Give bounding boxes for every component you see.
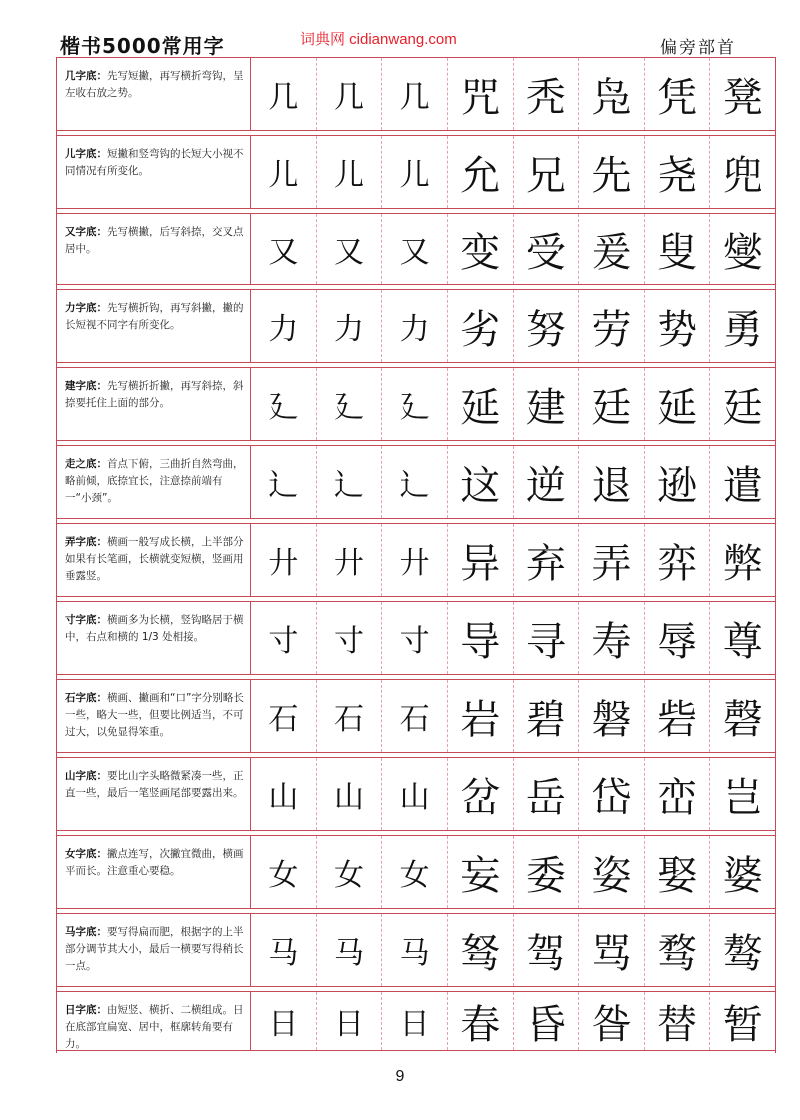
example-character: 娶 xyxy=(645,836,711,908)
radical-name: 日字底： xyxy=(65,1004,107,1016)
radical-sample: 日 xyxy=(251,992,317,1050)
example-character: 逆 xyxy=(514,446,580,518)
example-character: 延 xyxy=(448,368,514,440)
radical-sample: 日 xyxy=(317,992,383,1050)
example-character: 燮 xyxy=(722,229,763,276)
example-character: 建 xyxy=(514,368,580,440)
radical-description xyxy=(57,214,251,284)
example-character: 砦 xyxy=(645,680,711,752)
radical-sample: 廴 xyxy=(251,368,317,440)
radical-sample: 山 xyxy=(317,758,383,830)
example-character: 劳 xyxy=(579,290,645,362)
radical-sample: 辶 xyxy=(317,446,383,518)
example-character: 辱 xyxy=(645,602,711,674)
radical-sample: 寸 xyxy=(251,602,317,674)
example-character: 退 xyxy=(579,446,645,518)
radical-row xyxy=(57,213,775,285)
radical-sample: 力 xyxy=(251,290,317,362)
radical-row xyxy=(57,757,775,831)
radical-sample: 又 xyxy=(251,214,317,284)
radical-explanation: 由短竖、横折、二横组成。日在底部宜扁宽、居中，框廓转角要有力。 xyxy=(65,1004,244,1050)
radical-sample: 又 xyxy=(382,214,448,284)
radical-sample: 辶 xyxy=(382,446,448,518)
radical-sample: 廴 xyxy=(382,368,448,440)
example-character: 变 xyxy=(448,214,514,284)
radical-name: 建字底： xyxy=(65,380,107,392)
radical-row xyxy=(57,57,775,131)
example-character: 碧 xyxy=(514,680,580,752)
example-character: 弄 xyxy=(579,524,645,596)
example-character: 弈 xyxy=(645,524,711,596)
example-character: 委 xyxy=(514,836,580,908)
radical-description xyxy=(57,602,251,674)
radical-description xyxy=(57,446,251,518)
example-character: 骜 xyxy=(722,930,763,977)
character-grid xyxy=(251,992,775,1050)
radical-row xyxy=(57,523,775,597)
example-character: 春 xyxy=(448,992,514,1050)
radical-sample: 马 xyxy=(251,914,317,986)
character-grid xyxy=(251,136,775,208)
radical-explanation: 先写短撇，再写横折弯钩，呈左收右放之势。 xyxy=(65,70,244,99)
example-character: 岱 xyxy=(579,758,645,830)
page-header xyxy=(0,0,800,56)
example-character: 咒 xyxy=(448,58,514,130)
example-character: 爰 xyxy=(579,214,645,284)
example-character: 遣 xyxy=(722,462,763,509)
example-character: 凳 xyxy=(722,74,763,121)
radical-sample: 马 xyxy=(382,914,448,986)
radical-sample: 辶 xyxy=(251,446,317,518)
radical-explanation: 先写横撇，后写斜捺，交叉点居中。 xyxy=(65,226,244,255)
radical-sample: 廾 xyxy=(382,524,448,596)
example-character: 岔 xyxy=(448,758,514,830)
example-character: 磐 xyxy=(579,680,645,752)
radical-description xyxy=(57,836,251,908)
radical-row xyxy=(57,445,775,519)
radical-sample: 寸 xyxy=(317,602,383,674)
example-character: 凭 xyxy=(645,58,711,130)
radical-description xyxy=(57,680,251,752)
example-character: 凫 xyxy=(579,58,645,130)
character-grid xyxy=(251,368,775,440)
radical-row xyxy=(57,601,775,675)
radical-description xyxy=(57,758,251,830)
example-character: 允 xyxy=(448,136,514,208)
radical-description xyxy=(57,914,251,986)
radical-name: 寸字底： xyxy=(65,614,107,626)
example-character: 兜 xyxy=(722,152,763,199)
character-grid xyxy=(251,758,775,830)
example-character: 叟 xyxy=(645,214,711,284)
character-grid xyxy=(251,290,775,362)
example-character: 受 xyxy=(514,214,580,284)
book-title: 楷书5000常用字 xyxy=(60,34,225,58)
radical-sample: 山 xyxy=(251,758,317,830)
radical-sample: 寸 xyxy=(382,602,448,674)
example-character: 势 xyxy=(645,290,711,362)
example-character: 延 xyxy=(645,368,711,440)
radical-description xyxy=(57,992,251,1050)
radical-sample: 廾 xyxy=(317,524,383,596)
radical-sample: 几 xyxy=(251,58,317,130)
example-character: 磬 xyxy=(722,696,763,743)
radical-description xyxy=(57,524,251,596)
radical-explanation: 撇点连写，次撇宜微曲，横画平而长。注意重心要稳。 xyxy=(65,848,244,877)
example-character: 秃 xyxy=(514,58,580,130)
example-character: 导 xyxy=(448,602,514,674)
example-character: 尊 xyxy=(722,618,763,665)
example-character: 姿 xyxy=(579,836,645,908)
radical-sample: 女 xyxy=(251,836,317,908)
radical-description xyxy=(57,368,251,440)
example-character: 努 xyxy=(514,290,580,362)
radical-sample: 几 xyxy=(382,58,448,130)
radical-row xyxy=(57,679,775,753)
radical-sample: 又 xyxy=(317,214,383,284)
page-number: 9 xyxy=(395,1068,405,1085)
radical-explanation: 要写得扁而肥，根据字的上半部分调节其大小，最后一横要写得稍长一点。 xyxy=(65,926,244,972)
radical-sample: 儿 xyxy=(382,136,448,208)
radical-name: 女字底： xyxy=(65,848,107,860)
radical-explanation: 先写横折折撇，再写斜捺，斜捺要托住上面的部分。 xyxy=(65,380,244,409)
radical-sample: 马 xyxy=(317,914,383,986)
example-character: 廷 xyxy=(579,368,645,440)
example-character: 寿 xyxy=(579,602,645,674)
radical-sample: 女 xyxy=(317,836,383,908)
radical-description xyxy=(57,290,251,362)
example-character: 弃 xyxy=(514,524,580,596)
example-character: 暂 xyxy=(722,1001,763,1048)
example-character: 尧 xyxy=(645,136,711,208)
example-character: 异 xyxy=(448,524,514,596)
example-character: 驽 xyxy=(448,914,514,986)
radical-sample: 廾 xyxy=(251,524,317,596)
character-grid xyxy=(251,914,775,986)
radical-sample: 力 xyxy=(382,290,448,362)
radical-explanation: 先写横折钩，再写斜撇，撇的长短视不同字有所变化。 xyxy=(65,302,244,331)
example-character: 廷 xyxy=(722,384,763,431)
radical-explanation: 短撇和竖弯钩的长短大小视不同情况有所变化。 xyxy=(65,148,244,177)
radical-explanation: 横画多为长横，竖钩略居于横中，右点和横的 1/3 处相接。 xyxy=(65,614,244,643)
example-character: 驾 xyxy=(514,914,580,986)
radical-name: 又字底： xyxy=(65,226,107,238)
radical-explanation: 要比山字头略微紧凑一些，正直一些，最后一笔竖画尾部要露出来。 xyxy=(65,770,244,799)
example-character: 骛 xyxy=(645,914,711,986)
radical-name: 走之底： xyxy=(65,458,107,470)
radical-name: 山字底： xyxy=(65,770,107,782)
radical-row xyxy=(57,289,775,363)
radical-sample: 女 xyxy=(382,836,448,908)
radical-sample: 几 xyxy=(317,58,383,130)
radical-sample: 力 xyxy=(317,290,383,362)
radical-name: 弄字底： xyxy=(65,536,107,548)
radical-row xyxy=(57,367,775,441)
radical-row xyxy=(57,913,775,987)
example-character: 替 xyxy=(645,992,711,1050)
example-character: 先 xyxy=(579,136,645,208)
example-character: 骂 xyxy=(579,914,645,986)
radical-sample: 石 xyxy=(317,680,383,752)
radical-name: 儿字底： xyxy=(65,148,107,160)
site-watermark[interactable]: 词典网 cidianwang.com xyxy=(300,31,457,48)
example-character: 寻 xyxy=(514,602,580,674)
example-character: 昝 xyxy=(579,992,645,1050)
radical-name: 马字底： xyxy=(65,926,107,938)
radical-name: 石字底： xyxy=(65,692,107,704)
radical-sample: 山 xyxy=(382,758,448,830)
example-character: 岩 xyxy=(448,680,514,752)
radical-explanation: 横画一般写成长横，上半部分如果有长笔画，长横就变短横，竖画用垂露竖。 xyxy=(65,536,244,582)
example-character: 这 xyxy=(448,446,514,518)
practice-sheet xyxy=(56,57,776,1053)
example-character: 逊 xyxy=(645,446,711,518)
radical-row xyxy=(57,835,775,909)
character-grid xyxy=(251,602,775,674)
example-character: 岳 xyxy=(514,758,580,830)
example-character: 妄 xyxy=(448,836,514,908)
radical-sample: 日 xyxy=(382,992,448,1050)
radical-sample: 儿 xyxy=(251,136,317,208)
example-character: 弊 xyxy=(722,540,763,587)
radical-name: 力字底： xyxy=(65,302,107,314)
example-character: 岂 xyxy=(722,774,763,821)
example-character: 峦 xyxy=(645,758,711,830)
radical-sample: 石 xyxy=(382,680,448,752)
radical-description xyxy=(57,136,251,208)
character-grid xyxy=(251,446,775,518)
radical-description xyxy=(57,58,251,130)
example-character: 婆 xyxy=(722,852,763,899)
character-grid xyxy=(251,214,775,284)
example-character: 勇 xyxy=(722,306,763,353)
example-character: 昏 xyxy=(514,992,580,1050)
character-grid xyxy=(251,524,775,596)
radical-row xyxy=(57,135,775,209)
character-grid xyxy=(251,836,775,908)
example-character: 兄 xyxy=(514,136,580,208)
radical-explanation: 首点下俯，三曲折自然弯曲，略前倾，底捺宜长，注意捺前端有一“小颈”。 xyxy=(65,458,244,504)
radical-sample: 儿 xyxy=(317,136,383,208)
example-character: 劣 xyxy=(448,290,514,362)
character-grid xyxy=(251,680,775,752)
radical-name: 几字底： xyxy=(65,70,107,82)
character-grid xyxy=(251,58,775,130)
radical-sample: 石 xyxy=(251,680,317,752)
radical-row xyxy=(57,991,775,1051)
radical-sample: 廴 xyxy=(317,368,383,440)
section-name: 偏旁部首 xyxy=(660,38,736,58)
radical-explanation: 横画、撇画和“口”字分别略长一些，略大一些，但要比例适当，不可过大，以免显得笨重。 xyxy=(65,692,244,738)
